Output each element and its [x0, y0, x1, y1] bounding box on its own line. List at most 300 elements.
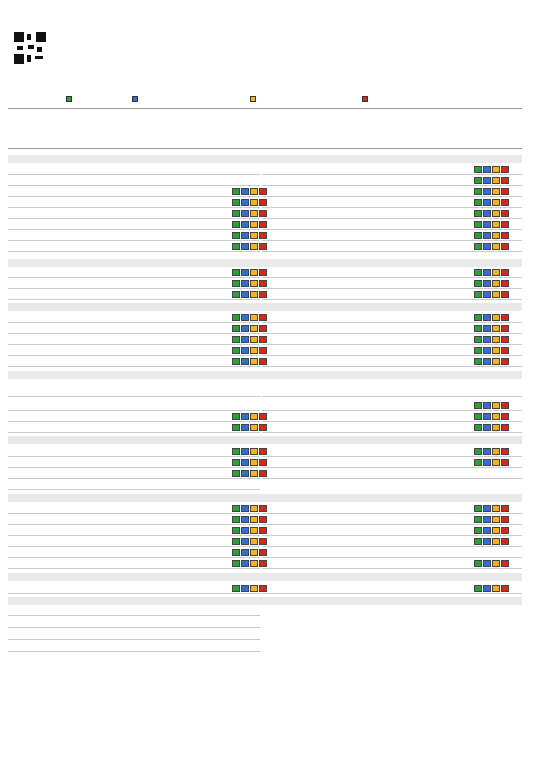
inspection-row — [8, 446, 260, 457]
status-ok-chip — [232, 448, 240, 455]
divider — [8, 148, 522, 149]
status-future-chip — [250, 560, 258, 567]
inspection-row — [262, 323, 522, 334]
status-normal-chip — [483, 314, 491, 321]
inspection-row — [8, 334, 260, 345]
status-ok-chip — [474, 585, 482, 592]
status-chips — [474, 358, 510, 365]
status-normal-chip — [483, 188, 491, 195]
status-immediate-chip — [501, 585, 509, 592]
inspection-row — [262, 547, 522, 558]
status-normal-chip — [241, 336, 249, 343]
inspection-row — [8, 197, 260, 208]
status-normal-chip — [483, 424, 491, 431]
status-normal-chip — [483, 166, 491, 173]
status-future-chip — [492, 166, 500, 173]
status-normal-chip — [241, 314, 249, 321]
status-future-chip — [250, 280, 258, 287]
status-future-chip — [492, 314, 500, 321]
inspection-row — [262, 356, 522, 367]
status-immediate-chip — [501, 448, 509, 455]
status-future-chip — [250, 448, 258, 455]
status-ok-chip — [474, 199, 482, 206]
status-ok-chip — [474, 280, 482, 287]
status-future-chip — [250, 243, 258, 250]
status-ok-chip — [232, 199, 240, 206]
status-chips — [474, 424, 510, 431]
status-chips — [474, 527, 510, 534]
item-label — [264, 468, 269, 480]
item-label — [10, 641, 15, 653]
status-future-chip — [492, 358, 500, 365]
status-ok-chip — [232, 280, 240, 287]
status-normal-chip — [241, 280, 249, 287]
status-future-chip — [492, 325, 500, 332]
status-ok-chip — [232, 560, 240, 567]
status-normal-chip — [241, 413, 249, 420]
inspection-row — [8, 605, 260, 616]
inspection-row — [262, 503, 522, 514]
status-chips — [474, 232, 510, 239]
status-future-chip — [492, 210, 500, 217]
legend-item — [250, 96, 257, 103]
status-chips — [474, 210, 510, 217]
inspection-row — [8, 422, 260, 433]
inspection-row — [8, 289, 260, 300]
status-future-chip — [492, 459, 500, 466]
status-immediate-chip — [501, 166, 509, 173]
status-normal-chip — [241, 291, 249, 298]
inspection-row — [262, 208, 522, 219]
status-normal-chip — [241, 549, 249, 556]
status-immediate-chip — [501, 459, 509, 466]
inspection-row — [8, 345, 260, 356]
status-normal-chip — [241, 516, 249, 523]
section-header-hood — [8, 371, 522, 379]
status-ok-chip — [474, 188, 482, 195]
inspection-row — [8, 479, 260, 490]
status-future-chip — [250, 413, 258, 420]
status-normal-chip — [241, 243, 249, 250]
status-future-chip — [250, 538, 258, 545]
status-normal-chip — [483, 243, 491, 250]
status-normal-chip — [483, 358, 491, 365]
inspection-row — [8, 208, 260, 219]
status-immediate-chip — [501, 325, 509, 332]
status-immediate-chip — [501, 243, 509, 250]
status-future-chip — [492, 424, 500, 431]
item-label — [10, 479, 15, 491]
status-normal-chip — [241, 459, 249, 466]
status-normal-chip — [483, 210, 491, 217]
status-future-chip — [250, 336, 258, 343]
divider — [8, 108, 522, 109]
status-future-chip — [492, 269, 500, 276]
status-normal-chip — [483, 336, 491, 343]
status-ok-chip — [232, 269, 240, 276]
status-normal-chip — [483, 177, 491, 184]
legend-swatch-yellow — [250, 96, 256, 102]
status-future-chip — [492, 188, 500, 195]
status-chips — [474, 188, 510, 195]
inspection-row — [262, 230, 522, 241]
legend-swatch-red — [362, 96, 368, 102]
status-ok-chip — [232, 516, 240, 523]
inspection-row — [8, 629, 260, 640]
inspection-row — [262, 164, 522, 175]
inspection-row — [8, 186, 260, 197]
status-future-chip — [492, 585, 500, 592]
inspection-row — [262, 558, 522, 569]
status-future-chip — [250, 549, 258, 556]
inspection-row — [8, 219, 260, 230]
inspection-row — [262, 312, 522, 323]
status-future-chip — [492, 527, 500, 534]
status-normal-chip — [241, 527, 249, 534]
status-immediate-chip — [501, 402, 509, 409]
status-future-chip — [250, 232, 258, 239]
inspection-row — [8, 583, 260, 594]
status-ok-chip — [474, 291, 482, 298]
inspection-row — [262, 446, 522, 457]
status-normal-chip — [241, 560, 249, 567]
status-chips — [474, 585, 510, 592]
inspection-row — [262, 241, 522, 252]
inspection-row — [262, 219, 522, 230]
inspection-row — [262, 422, 522, 433]
status-immediate-chip — [501, 314, 509, 321]
item-label — [10, 605, 15, 617]
section-header-exterior — [8, 597, 522, 605]
inspection-row — [262, 583, 522, 594]
inspection-row — [262, 278, 522, 289]
section-header-lights — [8, 259, 522, 267]
inspection-row — [262, 334, 522, 345]
status-normal-chip — [483, 280, 491, 287]
status-normal-chip — [241, 358, 249, 365]
status-chips — [474, 448, 510, 455]
inspection-row — [8, 241, 260, 252]
status-immediate-chip — [501, 188, 509, 195]
inspection-row — [262, 411, 522, 422]
status-ok-chip — [474, 232, 482, 239]
status-ok-chip — [232, 585, 240, 592]
status-future-chip — [492, 516, 500, 523]
status-chips — [474, 314, 510, 321]
status-ok-chip — [232, 549, 240, 556]
status-ok-chip — [474, 336, 482, 343]
inspection-row — [8, 230, 260, 241]
status-ok-chip — [474, 166, 482, 173]
status-ok-chip — [474, 347, 482, 354]
status-ok-chip — [232, 424, 240, 431]
status-future-chip — [492, 347, 500, 354]
status-normal-chip — [483, 560, 491, 567]
status-chips — [474, 336, 510, 343]
inspection-row — [262, 384, 522, 397]
status-chips — [474, 199, 510, 206]
status-normal-chip — [483, 505, 491, 512]
status-future-chip — [250, 470, 258, 477]
status-ok-chip — [474, 560, 482, 567]
status-ok-chip — [474, 269, 482, 276]
status-normal-chip — [241, 448, 249, 455]
status-normal-chip — [241, 199, 249, 206]
inspection-row — [262, 525, 522, 536]
status-normal-chip — [241, 424, 249, 431]
status-immediate-chip — [501, 560, 509, 567]
status-future-chip — [250, 269, 258, 276]
status-normal-chip — [483, 585, 491, 592]
status-chips — [474, 516, 510, 523]
status-future-chip — [492, 232, 500, 239]
status-chips — [474, 413, 510, 420]
inspection-row — [8, 503, 260, 514]
status-ok-chip — [232, 459, 240, 466]
inspection-row — [8, 164, 260, 175]
status-immediate-chip — [501, 358, 509, 365]
inspection-row — [8, 278, 260, 289]
status-immediate-chip — [501, 538, 509, 545]
status-ok-chip — [474, 413, 482, 420]
status-immediate-chip — [501, 269, 509, 276]
status-normal-chip — [483, 269, 491, 276]
status-chips — [474, 325, 510, 332]
legend-swatch-blue — [132, 96, 138, 102]
status-chips — [474, 243, 510, 250]
status-immediate-chip — [501, 199, 509, 206]
status-ok-chip — [232, 470, 240, 477]
status-immediate-chip — [501, 232, 509, 239]
status-ok-chip — [232, 358, 240, 365]
qr-code[interactable] — [14, 32, 46, 64]
inspection-row — [8, 411, 260, 422]
status-chips — [474, 269, 510, 276]
status-future-chip — [492, 538, 500, 545]
inspection-row — [262, 289, 522, 300]
section-header-vehicle — [8, 494, 522, 502]
status-normal-chip — [483, 413, 491, 420]
status-normal-chip — [483, 221, 491, 228]
status-ok-chip — [474, 325, 482, 332]
status-immediate-chip — [501, 424, 509, 431]
status-normal-chip — [241, 325, 249, 332]
status-chips — [474, 291, 510, 298]
status-ok-chip — [474, 210, 482, 217]
status-future-chip — [492, 199, 500, 206]
status-normal-chip — [241, 347, 249, 354]
status-chips — [474, 459, 510, 466]
status-ok-chip — [474, 177, 482, 184]
inspection-row — [8, 457, 260, 468]
inspection-row — [8, 547, 260, 558]
status-ok-chip — [474, 402, 482, 409]
status-normal-chip — [241, 210, 249, 217]
status-immediate-chip — [501, 527, 509, 534]
status-normal-chip — [483, 538, 491, 545]
status-future-chip — [492, 336, 500, 343]
status-normal-chip — [483, 516, 491, 523]
status-normal-chip — [241, 188, 249, 195]
inspection-row — [262, 457, 522, 468]
status-ok-chip — [232, 538, 240, 545]
status-future-chip — [250, 516, 258, 523]
status-future-chip — [250, 505, 258, 512]
legend-item — [66, 96, 73, 103]
status-ok-chip — [232, 291, 240, 298]
status-normal-chip — [483, 448, 491, 455]
status-chips — [474, 221, 510, 228]
status-future-chip — [492, 505, 500, 512]
status-future-chip — [492, 413, 500, 420]
status-future-chip — [492, 291, 500, 298]
status-ok-chip — [474, 505, 482, 512]
inspection-row — [8, 514, 260, 525]
status-normal-chip — [483, 527, 491, 534]
status-ok-chip — [232, 232, 240, 239]
status-ok-chip — [232, 505, 240, 512]
section-header-interior — [8, 155, 522, 163]
status-future-chip — [250, 585, 258, 592]
status-future-chip — [492, 280, 500, 287]
status-ok-chip — [232, 413, 240, 420]
status-normal-chip — [241, 269, 249, 276]
status-ok-chip — [474, 516, 482, 523]
status-normal-chip — [241, 585, 249, 592]
inspection-row — [8, 356, 260, 367]
status-ok-chip — [232, 243, 240, 250]
status-ok-chip — [474, 538, 482, 545]
status-ok-chip — [232, 221, 240, 228]
status-ok-chip — [232, 314, 240, 321]
status-future-chip — [250, 199, 258, 206]
status-ok-chip — [474, 527, 482, 534]
status-future-chip — [250, 188, 258, 195]
status-future-chip — [250, 314, 258, 321]
inspection-row — [262, 468, 522, 479]
status-normal-chip — [483, 347, 491, 354]
status-immediate-chip — [501, 177, 509, 184]
inspection-row — [8, 525, 260, 536]
status-normal-chip — [241, 232, 249, 239]
status-future-chip — [492, 448, 500, 455]
inspection-row — [8, 617, 260, 628]
legend-item — [132, 96, 139, 103]
status-ok-chip — [474, 459, 482, 466]
status-immediate-chip — [501, 280, 509, 287]
item-label — [10, 629, 15, 641]
status-chips — [474, 538, 510, 545]
status-normal-chip — [483, 459, 491, 466]
status-normal-chip — [483, 325, 491, 332]
status-chips — [474, 560, 510, 567]
status-chips — [474, 347, 510, 354]
status-ok-chip — [232, 188, 240, 195]
status-immediate-chip — [501, 413, 509, 420]
status-ok-chip — [474, 243, 482, 250]
status-ok-chip — [232, 347, 240, 354]
inspection-row — [8, 468, 260, 479]
status-future-chip — [492, 560, 500, 567]
status-normal-chip — [241, 505, 249, 512]
inspection-row — [8, 267, 260, 278]
status-future-chip — [250, 325, 258, 332]
status-future-chip — [250, 459, 258, 466]
status-future-chip — [250, 210, 258, 217]
status-future-chip — [250, 347, 258, 354]
status-ok-chip — [474, 424, 482, 431]
inspection-row — [8, 175, 260, 186]
status-immediate-chip — [501, 336, 509, 343]
status-future-chip — [492, 177, 500, 184]
section-header-battery — [8, 573, 522, 581]
status-future-chip — [250, 358, 258, 365]
status-future-chip — [250, 527, 258, 534]
inspection-row — [262, 400, 522, 411]
section-header-tread — [8, 436, 522, 444]
item-label — [10, 617, 15, 629]
status-immediate-chip — [501, 221, 509, 228]
inspection-row — [8, 558, 260, 569]
status-future-chip — [250, 424, 258, 431]
status-ok-chip — [232, 325, 240, 332]
inspection-row — [8, 536, 260, 547]
status-normal-chip — [241, 221, 249, 228]
inspection-row — [262, 536, 522, 547]
status-ok-chip — [474, 358, 482, 365]
status-immediate-chip — [501, 210, 509, 217]
inspection-row — [262, 175, 522, 186]
inspection-row — [262, 345, 522, 356]
inspection-row — [8, 641, 260, 652]
status-immediate-chip — [501, 505, 509, 512]
legend-swatch-green — [66, 96, 72, 102]
status-ok-chip — [232, 527, 240, 534]
inspection-row — [8, 384, 260, 397]
status-future-chip — [492, 243, 500, 250]
status-chips — [474, 402, 510, 409]
status-future-chip — [250, 291, 258, 298]
status-chips — [474, 166, 510, 173]
status-normal-chip — [483, 232, 491, 239]
status-chips — [474, 505, 510, 512]
section-header-brake — [8, 303, 522, 311]
status-ok-chip — [232, 210, 240, 217]
status-normal-chip — [483, 199, 491, 206]
status-normal-chip — [483, 402, 491, 409]
inspection-row — [8, 323, 260, 334]
inspection-row — [8, 312, 260, 323]
status-ok-chip — [474, 314, 482, 321]
status-normal-chip — [483, 291, 491, 298]
status-future-chip — [492, 402, 500, 409]
status-immediate-chip — [501, 516, 509, 523]
status-ok-chip — [232, 336, 240, 343]
status-immediate-chip — [501, 347, 509, 354]
inspection-row — [8, 400, 260, 411]
legend-item — [362, 96, 369, 103]
status-normal-chip — [241, 538, 249, 545]
status-future-chip — [250, 221, 258, 228]
status-chips — [474, 280, 510, 287]
inspection-row — [262, 514, 522, 525]
status-ok-chip — [474, 448, 482, 455]
status-future-chip — [492, 221, 500, 228]
inspection-row — [262, 267, 522, 278]
status-ok-chip — [474, 221, 482, 228]
status-normal-chip — [241, 470, 249, 477]
status-chips — [474, 177, 510, 184]
